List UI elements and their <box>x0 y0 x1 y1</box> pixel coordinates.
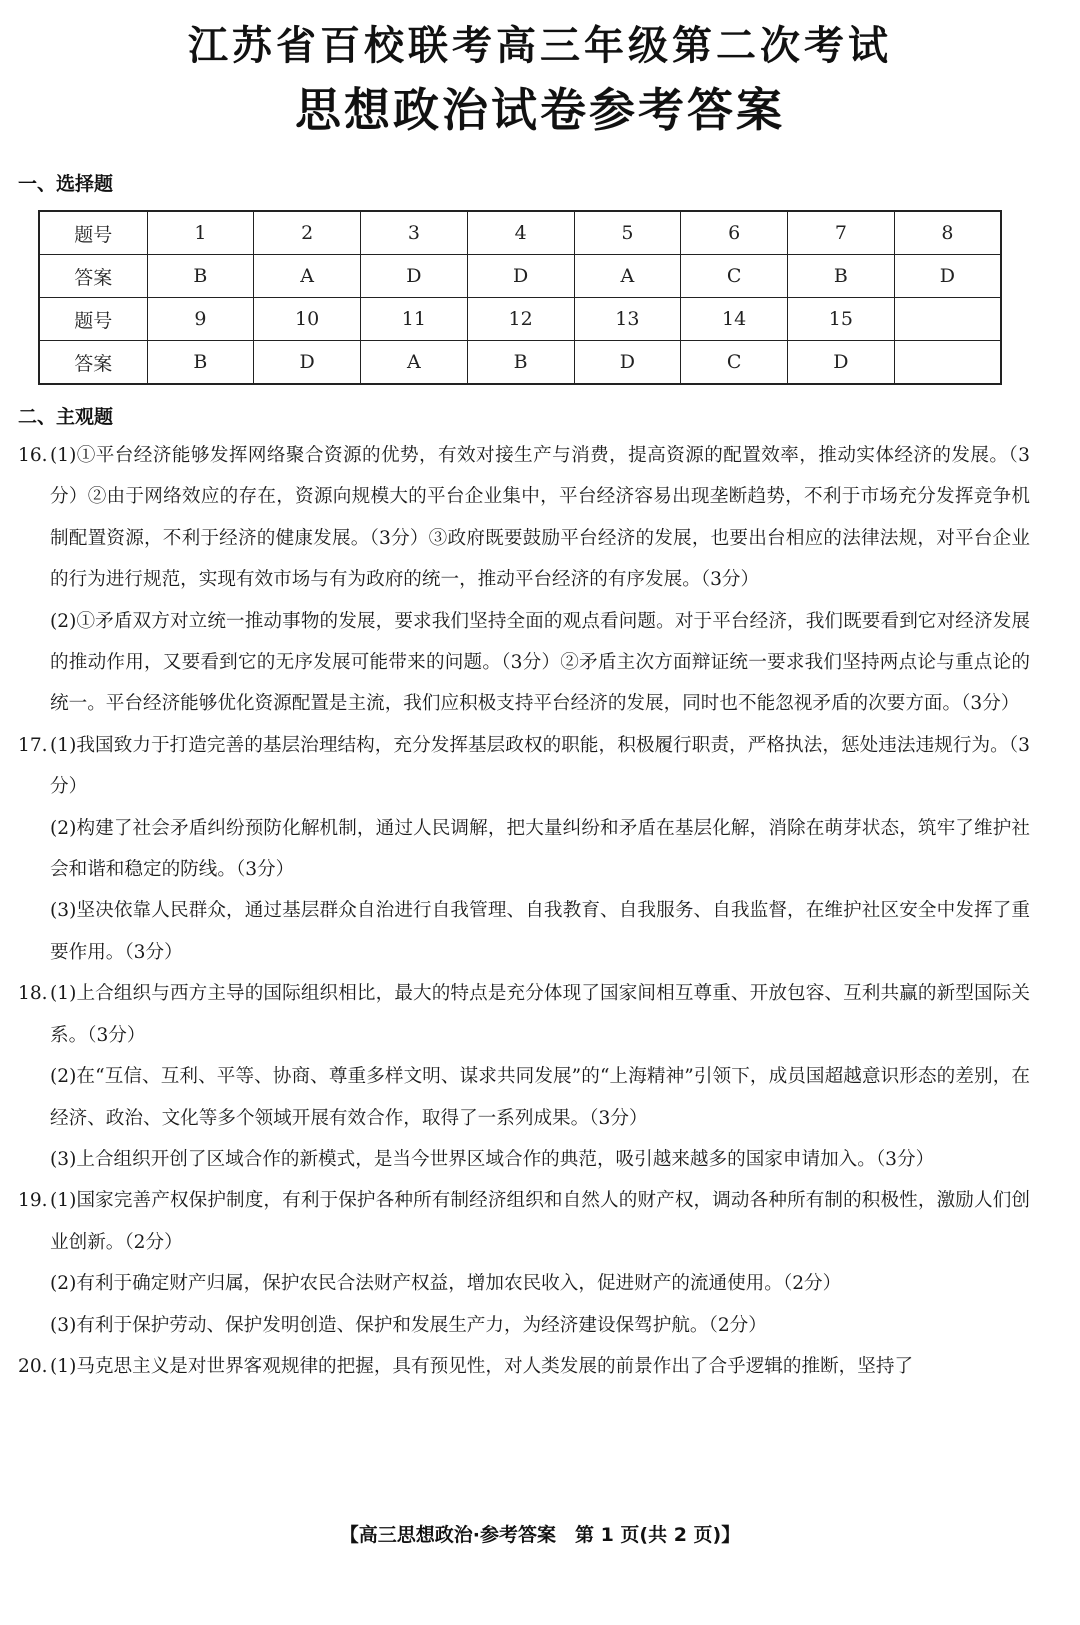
question-number: 19. <box>18 1190 48 1212</box>
answer-cell: A <box>361 341 468 385</box>
row-label-answer: 答案 <box>39 341 147 385</box>
page-footer: 【高三思想政治·参考答案 第 1 页(共 2 页)】 <box>339 1524 741 1546</box>
section-heading-choice: 一、选择题 <box>18 173 114 195</box>
answer-cell: D <box>788 341 895 385</box>
row-label-number: 题号 <box>39 211 147 255</box>
question-20-part-1 <box>18 1346 1030 1387</box>
answer-cell: B <box>467 341 574 385</box>
question-number-cell: 12 <box>467 298 574 341</box>
question-number-cell: 2 <box>254 211 361 255</box>
question-number-cell: 10 <box>254 298 361 341</box>
answer-cell: D <box>254 341 361 385</box>
row-label-number: 题号 <box>39 298 147 341</box>
answer-text: (1)上合组织与西方主导的国际组织相比，最大的特点是充分体现了国家间相互尊重、开放包容、互利共赢的新型国际关系。（3分） <box>50 983 1030 1046</box>
row-label-answer: 答案 <box>39 255 147 298</box>
answer-cell: C <box>681 341 788 385</box>
question-number-cell: 8 <box>894 211 1001 255</box>
question-18-part-2: (2)在“互信、互利、平等、协商、尊重多样文明、谋求共同发展”的“上海精神”引领下，成员国超越意识形态的差别，在经济、政治、文化等多个领域开展有效合作，取得了一系列成果。（3分） <box>50 1066 1030 1129</box>
question-18-part-3: (3)上合组织开创了区域合作的新模式，是当今世界区域合作的典范，吸引越来越多的国家申请加入。（3分） <box>50 1148 935 1170</box>
answer-text: (1)①平台经济能够发挥网络聚合资源的优势，有效对接生产与消费，提高资源的配置效率，推动实体经济的发展。（3分）②由于网络效应的存在，资源向规模大的平台企业集中，平台经济容易出现垄断趋势，不利于市场充分发挥竞争机制配置资源，不利于经济的健康发展。（3分）③政府既要鼓励平台经济的发展，也要出台相应的法律法规，对平台企业的行为进行规范，实现有效市场与有为政府的统一，推动平台经济的有序发展。（3分） <box>50 445 1030 591</box>
question-number-cell: 7 <box>788 211 895 255</box>
question-17-part-1 <box>18 725 1030 808</box>
question-17-part-2: (2)构建了社会矛盾纠纷预防化解机制，通过人民调解，把大量纠纷和矛盾在基层化解，消除在萌芽状态，筑牢了维护社会和谐和稳定的防线。（3分） <box>50 817 1030 881</box>
answer-cell: B <box>147 341 254 385</box>
question-number: 20. <box>18 1355 48 1377</box>
question-19-part-3: (3)有利于保护劳动、保护发明创造、保护和发展生产力，为经济建设保驾护航。（2分） <box>50 1314 767 1336</box>
empty-cell <box>894 341 1001 385</box>
question-16-part-1 <box>18 435 1030 601</box>
question-number: 16. <box>18 445 48 466</box>
question-number-cell: 11 <box>361 298 468 341</box>
answer-text: (1)马克思主义是对世界客观规律的把握，具有预见性，对人类发展的前景作出了合乎逻辑的推断，坚持了 <box>50 1355 914 1377</box>
question-number-cell: 13 <box>574 298 681 341</box>
answer-cell: C <box>681 255 788 298</box>
section-heading-subjective: 二、主观题 <box>18 406 114 428</box>
answer-text: (1)我国致力于打造完善的基层治理结构，充分发挥基层政权的职能，积极履行职责，严格执法，惩处违法违规行为。（3分） <box>50 734 1030 798</box>
question-number-cell: 4 <box>467 211 574 255</box>
question-19-part-2: (2)有利于确定财产归属，保护农民合法财产权益，增加农民收入，促进财产的流通使用。（2分） <box>50 1273 842 1295</box>
answer-cell: D <box>467 255 574 298</box>
answer-cell: A <box>254 255 361 298</box>
answer-table <box>38 210 1002 385</box>
answer-cell: A <box>574 255 681 298</box>
question-17-part-3: (3)坚决依靠人民群众，通过基层群众自治进行自我管理、自我教育、自我服务、自我监督，在维护社区安全中发挥了重要作用。（3分） <box>50 900 1030 963</box>
document-subtitle: 思想政治试卷参考答案 <box>295 83 785 137</box>
answer-cell: D <box>574 341 681 385</box>
question-number-cell: 5 <box>574 211 681 255</box>
answer-cell: D <box>361 255 468 298</box>
empty-cell <box>894 298 1001 341</box>
answer-cell: D <box>894 255 1001 298</box>
table-row-answers-1 <box>39 255 1001 298</box>
question-18-part-1 <box>18 973 1030 1056</box>
table-row-numbers-2 <box>39 298 1001 341</box>
question-number-cell: 1 <box>147 211 254 255</box>
question-number-cell: 9 <box>147 298 254 341</box>
question-number-cell: 3 <box>361 211 468 255</box>
question-number: 17. <box>18 734 48 756</box>
question-number-cell: 14 <box>681 298 788 341</box>
question-number-cell: 15 <box>788 298 895 341</box>
answers-body <box>18 435 1030 1387</box>
document-title: 江苏省百校联考高三年级第二次考试 <box>188 23 892 69</box>
answer-text: (1)国家完善产权保护制度，有利于保护各种所有制经济组织和自然人的财产权，调动各种所有制的积极性，激励人们创业创新。（2分） <box>50 1190 1030 1253</box>
question-number: 18. <box>18 983 48 1005</box>
question-19-part-1 <box>18 1180 1030 1263</box>
table-row-answers-2 <box>39 341 1001 385</box>
answer-cell: B <box>788 255 895 298</box>
question-16-part-2: (2)①矛盾双方对立统一推动事物的发展，要求我们坚持全面的观点看问题。对于平台经济，我们既要看到它对经济发展的推动作用，又要看到它的无序发展可能带来的问题。（3分）②矛盾主次方面辩证统一要求我们坚持两点论与重点论的统一。平台经济能够优化资源配置是主流，我们应积极支持平台经济的发展，同时也不能忽视矛盾的次要方面。（3分） <box>50 610 1030 715</box>
question-number-cell: 6 <box>681 211 788 255</box>
table-row-numbers-1 <box>39 211 1001 255</box>
answer-cell: B <box>147 255 254 298</box>
